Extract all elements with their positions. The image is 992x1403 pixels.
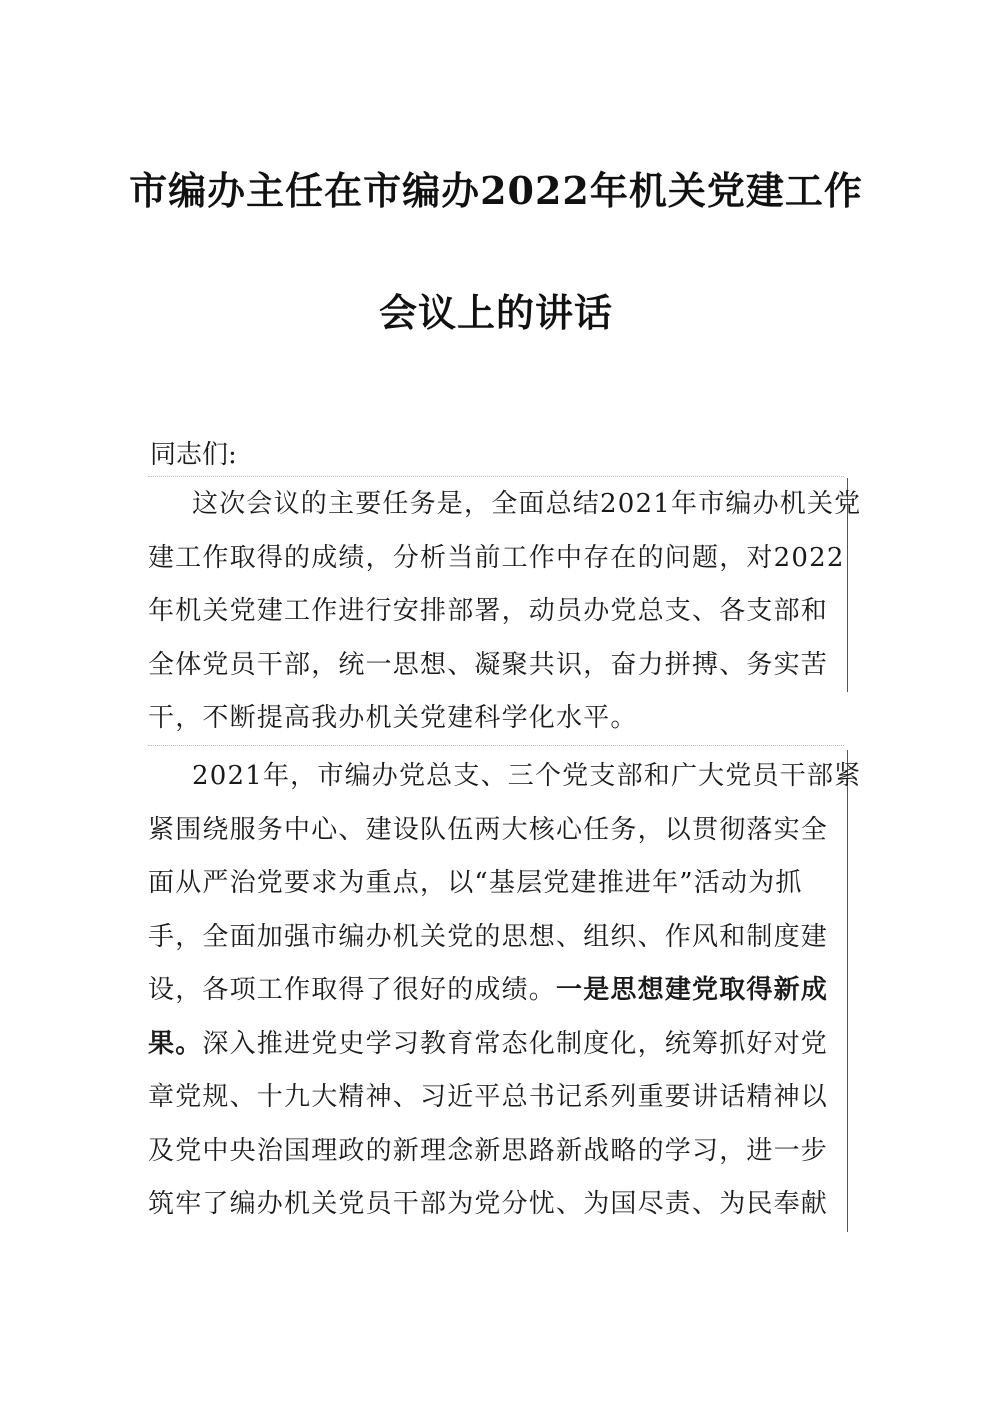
paragraph-line: 面从严治党要求为重点，以“基层党建推进年”活动为抓 xyxy=(148,857,848,911)
paragraph-1 xyxy=(148,478,862,746)
paragraph-divider xyxy=(148,745,844,746)
bold-heading-part: 一是思想建党取得新成 xyxy=(556,975,829,1005)
paragraph-line: 建工作取得的成绩，分析当前工作中存在的问题，对2022 xyxy=(148,532,848,586)
paragraph-line: 手，全面加强市编办机关党的思想、组织、作风和制度建 xyxy=(148,911,848,965)
salutation: 同志们: xyxy=(150,440,237,470)
paragraph-line: 干，不断提高我办机关党建科学化水平。 xyxy=(148,703,638,733)
paragraph-text: 设，各项工作取得了很好的成绩。 xyxy=(148,975,557,1005)
paragraph-line: 2021年，市编办党总支、三个党支部和广大党员干部紧 xyxy=(148,750,848,804)
paragraph-line xyxy=(148,964,848,1018)
paragraph-2 xyxy=(148,750,862,1232)
paragraph-line: 及党中央治国理政的新理念新思路新战略的学习，进一步 xyxy=(148,1125,848,1179)
paragraph-line: 年机关党建工作进行安排部署，动员办党总支、各支部和 xyxy=(148,585,848,639)
document-title-line-2: 会议上的讲话 xyxy=(378,290,613,335)
paragraph-line: 紧围绕服务中心、建设队伍两大核心任务，以贯彻落实全 xyxy=(148,804,848,858)
paragraph-text: 深入推进党史学习教育常态化制度化，统筹抓好对党 xyxy=(202,1028,829,1059)
paragraph-line: 章党规、十九大精神、习近平总书记系列重要讲话精神以 xyxy=(148,1071,848,1125)
paragraph-line: 这次会议的主要任务是，全面总结2021年市编办机关党 xyxy=(148,478,848,532)
document-title-line-1: 市编办主任在市编办2022年机关党建工作 xyxy=(129,168,863,213)
paragraph-divider xyxy=(148,476,844,477)
bold-heading-part: 果。 xyxy=(148,1028,203,1059)
paragraph-line: 全体党员干部，统一思想、凝聚共识，奋力拼搏、务实苦 xyxy=(148,639,848,693)
paragraph-line: 筑牢了编办机关党员干部为党分忧、为国尽责、为民奉献 xyxy=(148,1178,848,1232)
paragraph-line xyxy=(148,1018,848,1072)
